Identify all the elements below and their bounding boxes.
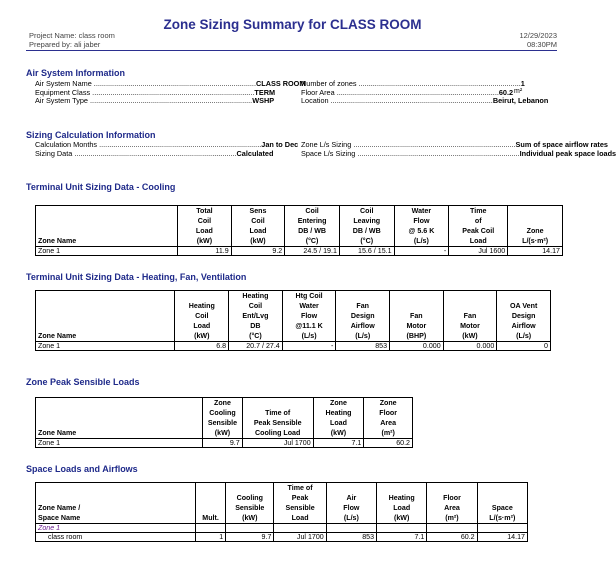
header-line: (kW) bbox=[462, 332, 478, 340]
zone-group-label: Zone 1 bbox=[36, 524, 196, 533]
kv-label: Equipment Class ................................................................................ bbox=[35, 87, 255, 97]
header-line: Time of bbox=[287, 484, 313, 492]
header-line: (kW) bbox=[393, 514, 410, 522]
column-header bbox=[175, 291, 229, 342]
column-header bbox=[285, 206, 340, 247]
header-line: DB / WB bbox=[298, 227, 327, 235]
table-cell: 60.2 bbox=[364, 439, 413, 448]
header-line: Heating bbox=[242, 292, 269, 300]
table-cell: 20.7 / 27.4 bbox=[229, 342, 283, 351]
header-line: of bbox=[474, 217, 482, 225]
header-line: Heating bbox=[188, 302, 215, 310]
table-cell: Jul 1600 bbox=[449, 247, 508, 256]
table-cell: 9.7 bbox=[226, 533, 274, 542]
header-line: Water bbox=[411, 207, 432, 215]
header-line: (L/s) bbox=[516, 332, 532, 340]
header-line: Zone bbox=[526, 227, 544, 235]
kv-value: Beirut, Lebanon bbox=[492, 96, 549, 106]
zone-group-row bbox=[36, 524, 528, 533]
header-line: Design bbox=[511, 312, 536, 320]
column-header bbox=[377, 483, 427, 524]
kv-label: Calculation Months ................................................................................ bbox=[35, 140, 262, 149]
header-line: Heating bbox=[325, 409, 352, 417]
kv-value: Jan to Dec bbox=[261, 140, 299, 149]
floor-area-unit: m² bbox=[514, 88, 523, 95]
header-line: (BHP) bbox=[406, 332, 427, 340]
cooling-heading: Terminal Unit Sizing Data - Cooling bbox=[26, 182, 176, 192]
table-cell bbox=[226, 524, 274, 533]
kv-value: Calculated bbox=[236, 148, 274, 158]
table-row bbox=[36, 439, 413, 448]
header-line: Coil bbox=[248, 302, 263, 310]
header-line: Zone bbox=[379, 399, 397, 407]
project-name: Project Name: class room bbox=[29, 31, 115, 40]
table-cell: 6.8 bbox=[175, 342, 229, 351]
row-name-cell: Zone 1 bbox=[36, 439, 203, 448]
table-cell bbox=[326, 524, 376, 533]
sizing-calc-right bbox=[301, 140, 616, 158]
column-header bbox=[449, 206, 508, 247]
kv-value: 60.2 bbox=[498, 87, 514, 97]
kv-row bbox=[35, 148, 274, 159]
table-cell bbox=[477, 524, 527, 533]
column-header bbox=[36, 291, 175, 342]
kv-value: CLASS ROOM bbox=[255, 79, 306, 88]
column-header bbox=[36, 206, 178, 247]
column-header bbox=[274, 483, 326, 524]
header-line: (m²) bbox=[445, 514, 459, 522]
header-line: (°C) bbox=[305, 237, 319, 245]
row-name-cell: Zone 1 bbox=[36, 247, 178, 256]
table-cell: 15.6 / 15.1 bbox=[339, 247, 394, 256]
table-cell bbox=[195, 524, 225, 533]
header-line: Heating bbox=[388, 494, 415, 502]
header-line: Flow bbox=[413, 217, 430, 225]
header-line: Load bbox=[469, 237, 487, 245]
column-header bbox=[178, 206, 232, 247]
column-header bbox=[497, 291, 551, 342]
kv-label: Air System Name ................................................................................ bbox=[35, 79, 256, 88]
table-cell: - bbox=[394, 247, 449, 256]
header-line: (kW) bbox=[330, 429, 347, 437]
table-cell: 24.5 / 19.1 bbox=[285, 247, 340, 256]
header-line: Zone Name bbox=[38, 237, 77, 245]
column-header bbox=[313, 398, 364, 439]
kv-row bbox=[301, 148, 616, 159]
column-header bbox=[508, 206, 563, 247]
header-line: Flow bbox=[343, 504, 360, 512]
header-line: Zone bbox=[213, 399, 231, 407]
column-header bbox=[231, 206, 285, 247]
kv-label: Space L/s Sizing ................................................................................ bbox=[301, 148, 520, 158]
kv-label: Zone L/s Sizing ................................................................................ bbox=[301, 140, 516, 149]
project-meta bbox=[29, 32, 115, 49]
header-line: Peak Coil bbox=[462, 227, 495, 235]
header-line: Coil bbox=[360, 207, 374, 215]
header-line: Load bbox=[195, 227, 213, 235]
header-line: (L/s) bbox=[355, 332, 371, 340]
header-line: Floor bbox=[379, 409, 398, 417]
column-header bbox=[364, 398, 413, 439]
table-cell: 60.2 bbox=[427, 533, 477, 542]
column-header bbox=[443, 291, 497, 342]
header-line: Floor bbox=[443, 494, 461, 502]
header-line: Mult. bbox=[202, 514, 219, 522]
cooling-table bbox=[35, 205, 563, 256]
peak-table bbox=[35, 397, 413, 448]
kv-row bbox=[35, 96, 275, 106]
header-line: DB bbox=[250, 322, 261, 330]
header-line: Flow bbox=[300, 312, 318, 320]
kv-label: Sizing Data ................................................................................ bbox=[35, 148, 237, 158]
report-time: 08:30PM bbox=[526, 39, 557, 49]
header-line: Load bbox=[330, 419, 347, 427]
header-line: @ 5.6 K bbox=[408, 227, 435, 235]
header-line: Sens bbox=[249, 207, 267, 215]
header-line: Zone Name / bbox=[38, 504, 81, 512]
report-date: 12/29/2023 bbox=[519, 31, 557, 40]
table-cell bbox=[427, 524, 477, 533]
table-cell bbox=[274, 524, 326, 533]
column-header bbox=[226, 483, 274, 524]
table-cell: 853 bbox=[336, 342, 390, 351]
header-line: DB / WB bbox=[352, 227, 381, 235]
header-line: Design bbox=[350, 312, 375, 320]
header-line: Time of bbox=[265, 409, 291, 417]
kv-value: Sum of space airflow rates bbox=[515, 140, 608, 149]
column-header bbox=[203, 398, 243, 439]
header-line: (L/s) bbox=[413, 237, 429, 245]
table-cell: - bbox=[282, 342, 336, 351]
column-header bbox=[394, 206, 449, 247]
header-line: Fan bbox=[463, 312, 477, 320]
table-cell bbox=[377, 524, 427, 533]
header-line: Ent/Lvg bbox=[242, 312, 269, 320]
report-title: Zone Sizing Summary for CLASS ROOM bbox=[163, 17, 422, 32]
header-line: Cooling bbox=[236, 494, 263, 502]
table-cell: 7.1 bbox=[313, 439, 364, 448]
header-line: (L/s) bbox=[301, 332, 317, 340]
table-cell: 853 bbox=[326, 533, 376, 542]
sizing-calc-heading: Sizing Calculation Information bbox=[26, 130, 156, 140]
header-line: (°C) bbox=[249, 332, 262, 340]
header-line: Airflow bbox=[350, 322, 375, 330]
heating-heading: Terminal Unit Sizing Data - Heating, Fan, Ventilation bbox=[26, 272, 247, 282]
header-line: Load bbox=[249, 227, 267, 235]
column-header bbox=[195, 483, 225, 524]
kv-value: Individual peak space loads bbox=[519, 148, 616, 158]
header-line: Airflow bbox=[511, 322, 536, 330]
header-line: Space bbox=[491, 504, 513, 512]
header-line: Sensible bbox=[235, 504, 265, 512]
kv-value: WSHP bbox=[252, 96, 275, 106]
column-header bbox=[242, 398, 313, 439]
header-line: Sensible bbox=[285, 504, 315, 512]
table-cell: 11.9 bbox=[178, 247, 232, 256]
space-heading: Space Loads and Airflows bbox=[26, 464, 138, 474]
column-header bbox=[229, 291, 283, 342]
table-cell: Jul 1700 bbox=[274, 533, 326, 542]
header-line: (kW) bbox=[214, 429, 231, 437]
column-header bbox=[427, 483, 477, 524]
header-line: Coil bbox=[251, 217, 265, 225]
header-line: Coil bbox=[305, 207, 319, 215]
table-cell: 14.17 bbox=[477, 533, 527, 542]
header-line: Load bbox=[193, 322, 211, 330]
header-line: (°C) bbox=[360, 237, 374, 245]
header-line: (kW) bbox=[242, 514, 258, 522]
header-line: OA Vent bbox=[509, 302, 538, 310]
header-line: Peak Sensible bbox=[253, 419, 302, 427]
header-line: Leaving bbox=[353, 217, 381, 225]
header-line: Water bbox=[299, 302, 319, 310]
header-line: Coil bbox=[195, 312, 209, 320]
header-line: Motor bbox=[406, 322, 427, 330]
kv-row bbox=[301, 96, 549, 106]
kv-label: Air System Type ................................................................................ bbox=[35, 96, 253, 106]
table-cell: 7.1 bbox=[377, 533, 427, 542]
kv-label: Floor Area ................................................................................ bbox=[301, 87, 499, 97]
table-cell: 9.2 bbox=[231, 247, 285, 256]
column-header bbox=[36, 483, 196, 524]
kv-label: Location ................................................................................ bbox=[301, 96, 493, 106]
peak-heading: Zone Peak Sensible Loads bbox=[26, 377, 140, 387]
header-rule bbox=[26, 50, 557, 51]
header-line: Htg Coil bbox=[295, 292, 323, 300]
column-header bbox=[326, 483, 376, 524]
column-header bbox=[339, 206, 394, 247]
column-header bbox=[336, 291, 390, 342]
header-line: Air bbox=[346, 494, 357, 502]
air-system-left bbox=[35, 79, 306, 106]
kv-value: 1 bbox=[520, 79, 525, 88]
table-cell: Jul 1700 bbox=[242, 439, 313, 448]
table-cell: 0.000 bbox=[443, 342, 497, 351]
header-line: Zone Name bbox=[38, 332, 77, 340]
air-system-heading: Air System Information bbox=[26, 68, 126, 78]
header-line: Cooling Load bbox=[255, 429, 301, 437]
header-line: Fan bbox=[356, 302, 370, 310]
sizing-calc-left bbox=[35, 140, 299, 158]
header-line: Fan bbox=[410, 312, 423, 320]
header-line: Total bbox=[196, 207, 213, 215]
header-line: Zone bbox=[330, 399, 347, 407]
header-line: Entering bbox=[297, 217, 327, 225]
header-line: (L/s) bbox=[343, 514, 359, 522]
table-row bbox=[36, 533, 528, 542]
prepared-by: Prepared by: ali jaber bbox=[29, 39, 101, 49]
table-cell: 1 bbox=[195, 533, 225, 542]
table-cell: 9.7 bbox=[203, 439, 243, 448]
column-header bbox=[390, 291, 444, 342]
column-header bbox=[36, 398, 203, 439]
header-line: @11.1 K bbox=[295, 322, 323, 330]
header-line: Load bbox=[291, 514, 309, 522]
column-header bbox=[477, 483, 527, 524]
header-line: L/(s·m²) bbox=[522, 237, 549, 245]
table-cell: 0 bbox=[497, 342, 551, 351]
header-line: (kW) bbox=[194, 332, 210, 340]
table-cell: 14.17 bbox=[508, 247, 563, 256]
header-line: Coil bbox=[197, 217, 212, 225]
header-line: (m²) bbox=[381, 429, 395, 437]
row-name-cell: class room bbox=[36, 533, 196, 542]
header-line: Area bbox=[380, 419, 397, 427]
column-header bbox=[282, 291, 336, 342]
header-line: Cooling bbox=[209, 409, 236, 417]
header-line: Space Name bbox=[38, 514, 81, 522]
heating-table bbox=[35, 290, 551, 351]
row-name-cell: Zone 1 bbox=[36, 342, 175, 351]
header-line: Motor bbox=[460, 322, 480, 330]
header-line: L/(s·m²) bbox=[489, 514, 516, 522]
header-line: Load bbox=[393, 504, 411, 512]
header-line: Area bbox=[444, 504, 460, 512]
header-line: Zone Name bbox=[38, 429, 77, 437]
table-row bbox=[36, 247, 563, 256]
header-line: Time bbox=[470, 207, 487, 215]
kv-value: TERM bbox=[254, 87, 276, 97]
kv-label: Number of zones ................................................................................ bbox=[301, 79, 521, 88]
header-line: (kW) bbox=[250, 237, 266, 245]
header-line: Peak bbox=[291, 494, 309, 502]
header-line: (kW) bbox=[196, 237, 213, 245]
header-line: Sensible bbox=[207, 419, 238, 427]
space-table bbox=[35, 482, 528, 542]
table-row bbox=[36, 342, 551, 351]
report-datetime bbox=[519, 32, 557, 49]
table-cell: 0.000 bbox=[390, 342, 444, 351]
